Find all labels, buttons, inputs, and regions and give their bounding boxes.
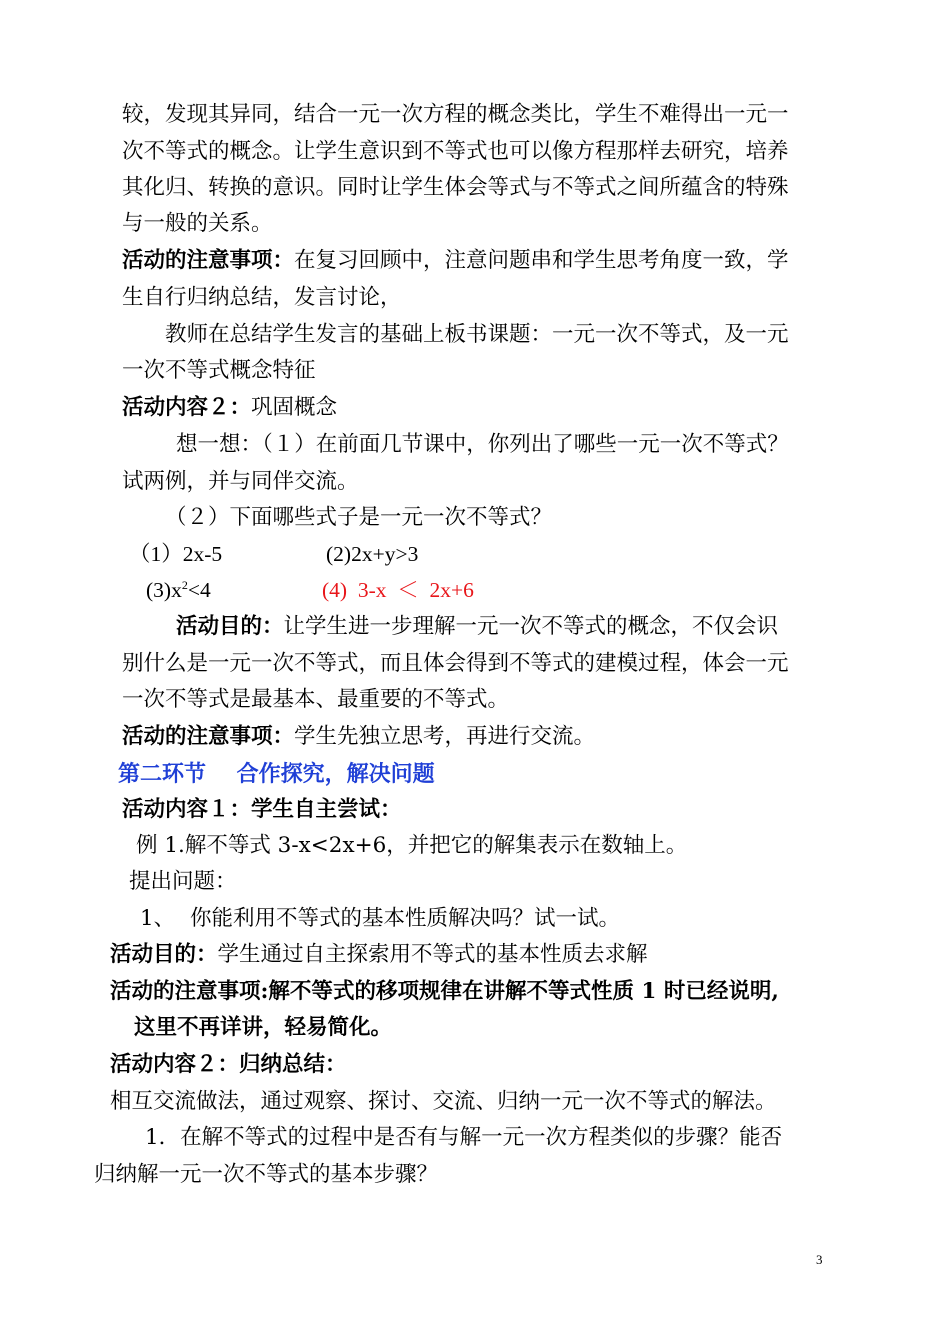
think-line1: 想一想：（１）在前面几节课中，你列出了哪些一元一次不等式？ [176,432,789,457]
goal1-line2: 别什么是一元一次不等式，而且体会得到不等式的建模过程，体会一元 [122,651,789,676]
goal2-line [110,940,648,970]
note1-text: 在复习回顾中，注意问题串和学生思考角度一致，学 [294,248,789,273]
page-number: 3 [816,1252,823,1267]
content2b-label: 活动内容２：归纳总结： [110,1052,347,1077]
content2-line [122,393,337,423]
teacher-line2: 一次不等式概念特征 [122,358,316,383]
para1-line1: 较，发现其异同，结合一元一次方程的概念类比，学生不难得出一元一 [122,102,789,127]
note1-line1 [122,246,789,276]
section-heading: 第二环节 合作探究，解决问题 [118,761,435,787]
para1-line3: 其化归、转换的意识。同时让学生体会等式与不等式之间所蕴含的特殊 [122,175,789,200]
item-1: （1）2x-5 [129,542,223,566]
note2-text: 学生先独立思考，再进行交流。 [294,724,596,749]
item-3-exponent: 2 [181,577,188,592]
goal1-line1 [176,612,778,642]
summary-line: 相互交流做法，通过观察、探讨、交流、归纳一元一次不等式的解法。 [110,1089,777,1114]
goal2-text: 学生通过自主探索用不等式的基本性质去求解 [217,942,648,967]
note3-line2: 这里不再详讲，轻易简化。 [134,1015,393,1040]
content2-label: 活动内容２： [122,395,252,420]
item-4: (4) 3-x ＜ 2x+6 [322,578,474,602]
think-question2: （２）下面哪些式子是一元一次不等式？ [165,505,553,530]
note1-label: 活动的注意事项： [122,248,295,273]
note3-line1: 活动的注意事项:解不等式的移项规律在讲解不等式性质 1 时已经说明, [110,979,779,1004]
step1-line2: 归纳解一元一次不等式的基本步骤？ [94,1162,439,1187]
goal2-label: 活动目的： [110,942,218,967]
para1-line2: 次不等式的概念。让学生意识到不等式也可以像方程那样去研究，培养 [122,139,789,164]
content1b-label: 活动内容１：学生自主尝试： [122,797,402,822]
question1-text: 你能利用不等式的基本性质解决吗？试一试。 [190,906,621,931]
think-line2: 试两例，并与同伴交流。 [122,469,359,494]
question1-number: 1、 [140,906,176,931]
item-3-base: (3)x [146,578,182,602]
note1-line2: 生自行归纳总结，发言讨论， [122,285,402,310]
content2-text: 巩固概念 [251,395,338,420]
goal1-line3: 一次不等式是最基本、最重要的不等式。 [122,687,510,712]
ask-line: 提出问题： [129,869,237,894]
step1-line1: 1．在解不等式的过程中是否有与解一元一次方程类似的步骤？能否 [145,1125,783,1150]
item-2: (2)2x+y>3 [326,542,419,566]
goal1-label: 活动目的： [176,614,284,639]
example-line: 例 1.解不等式 3-x<2x+6，并把它的解集表示在数轴上。 [136,833,688,858]
note2-line [122,722,595,752]
item-3-rest: <4 [187,578,211,602]
item-3 [146,575,211,605]
teacher-line1: 教师在总结学生发言的基础上板书课题：一元一次不等式，及一元 [165,322,789,347]
para1-line4: 与一般的关系。 [122,211,273,236]
goal1-text: 让学生进一步理解一元一次不等式的概念，不仅会识 [283,614,779,639]
note2-label: 活动的注意事项： [122,724,295,749]
